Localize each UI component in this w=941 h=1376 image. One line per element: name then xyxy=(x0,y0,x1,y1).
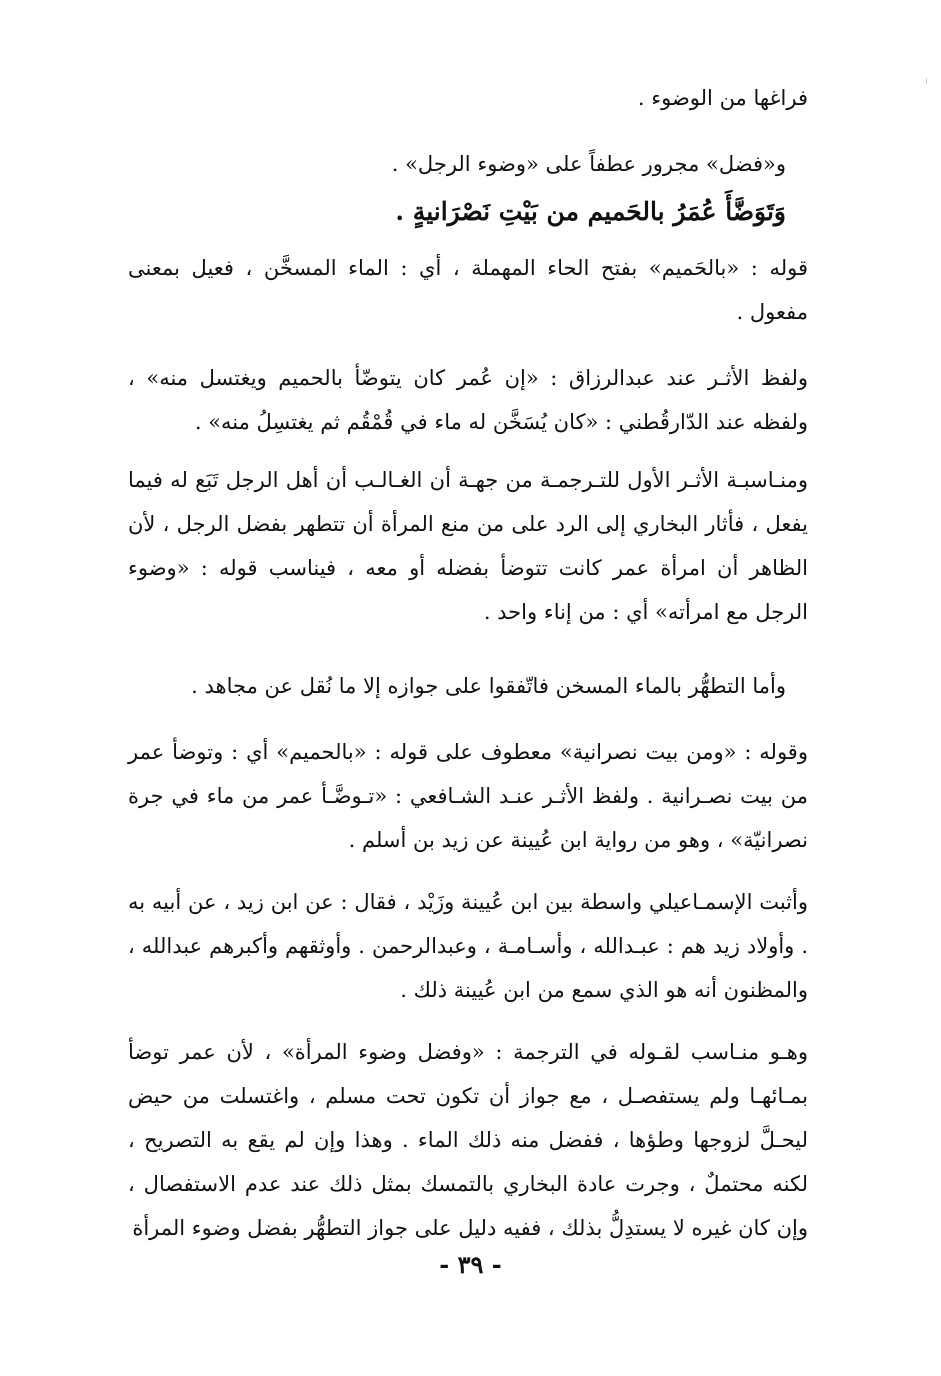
paragraph-4: ولفظ الأثـر عند عبدالرزاق : «إن عُمر كان يتوضّأ بالحميم ويغتسل منه» ، ولفظه عند الدّارقُطني : «كان يُسَخَّن له ماء في قُمْقُم ثم يغتسِلُ منه» . xyxy=(128,366,808,434)
paragraph-6: وأما التطهُّر بالماء المسخن فاتّفقوا على جوازه إلا ما نُقل عن مجاهد . xyxy=(191,674,786,698)
paragraph-1: فراغها من الوضوء . xyxy=(637,86,808,110)
paragraph-8: وأثبت الإسمـاعيلي واسطة بين ابن عُيينة وزَيْد ، فقال : عن ابن زيد ، عن أبيه به . وأولاد زيد هم : عبـدالله ، وأسـامـة ، وعبدالرحمن . وأوثقهم وأكبرهم عبدالله ، والمظنون أنه هو الذي سمع من ابن عُيينة ذلك . xyxy=(128,890,808,1002)
margin-mark xyxy=(926,78,927,84)
hadith-heading: وَتَوَضَّأَ عُمَرُ بالحَميم من بَيْتِ نَصْرَانيةٍ . xyxy=(395,197,786,226)
paragraph-7: وقوله : «ومن بيت نصرانية» معطوف على قوله : «بالحميم» أي : وتوضأ عمر من بيت نصـرانية . ولفظ الأثـر عنـد الشـافعي : «تـوضَّـأ عمر من ماء في جرة نصرانيّة» ، وهو من رواية ابن عُيينة عن زيد بن أسلم . xyxy=(128,740,808,852)
paragraph-5: ومنـاسبـة الأثـر الأول للتـرجمـة من جهـة أن الغـالـب أن أهل الرجل تَبَع له فيما يفعل ، فأثار البخاري إلى الرد على من منع المرأة أن تتطهر بفضل الرجل ، لأن الظاهر أن امرأة عمر كانت تتوضأ بفضله أو معه ، فيناسب قوله : «وضوء الرجل مع امرأته» أي : من إناء واحد . xyxy=(128,468,808,624)
paragraph-9: وهـو منـاسب لقـوله في الترجمة : «وفضل وضوء المرأة» ، لأن عمر توضأ بمـائهـا ولم يستفصـل ، مع جواز أن تكون تحت مسلم ، واغتسلت من حيض ليحـلَّ لزوجها وطؤها ، ففضل منه ذلك الماء . وهذا وإن لم يقع به التصريح ، لكنه محتملٌ ، وجرت عادة البخاري بالتمسك بمثل ذلك عند عدم الاستفصال ، وإن كان غيره لا يستدِلُّ بذلك ، ففيه دليل على جواز التطهُّر بفضل وضوء المرأة xyxy=(128,1040,808,1240)
page-number: - ٣٩ - xyxy=(439,1250,502,1279)
paragraph-3: قوله : «بالحَميم» بفتح الحاء المهملة ، أي : الماء المسخَّن ، فعيل بمعنى مفعول . xyxy=(128,256,808,324)
paragraph-2: و«فضل» مجرور عطفاً على «وضوء الرجل» . xyxy=(391,152,786,176)
